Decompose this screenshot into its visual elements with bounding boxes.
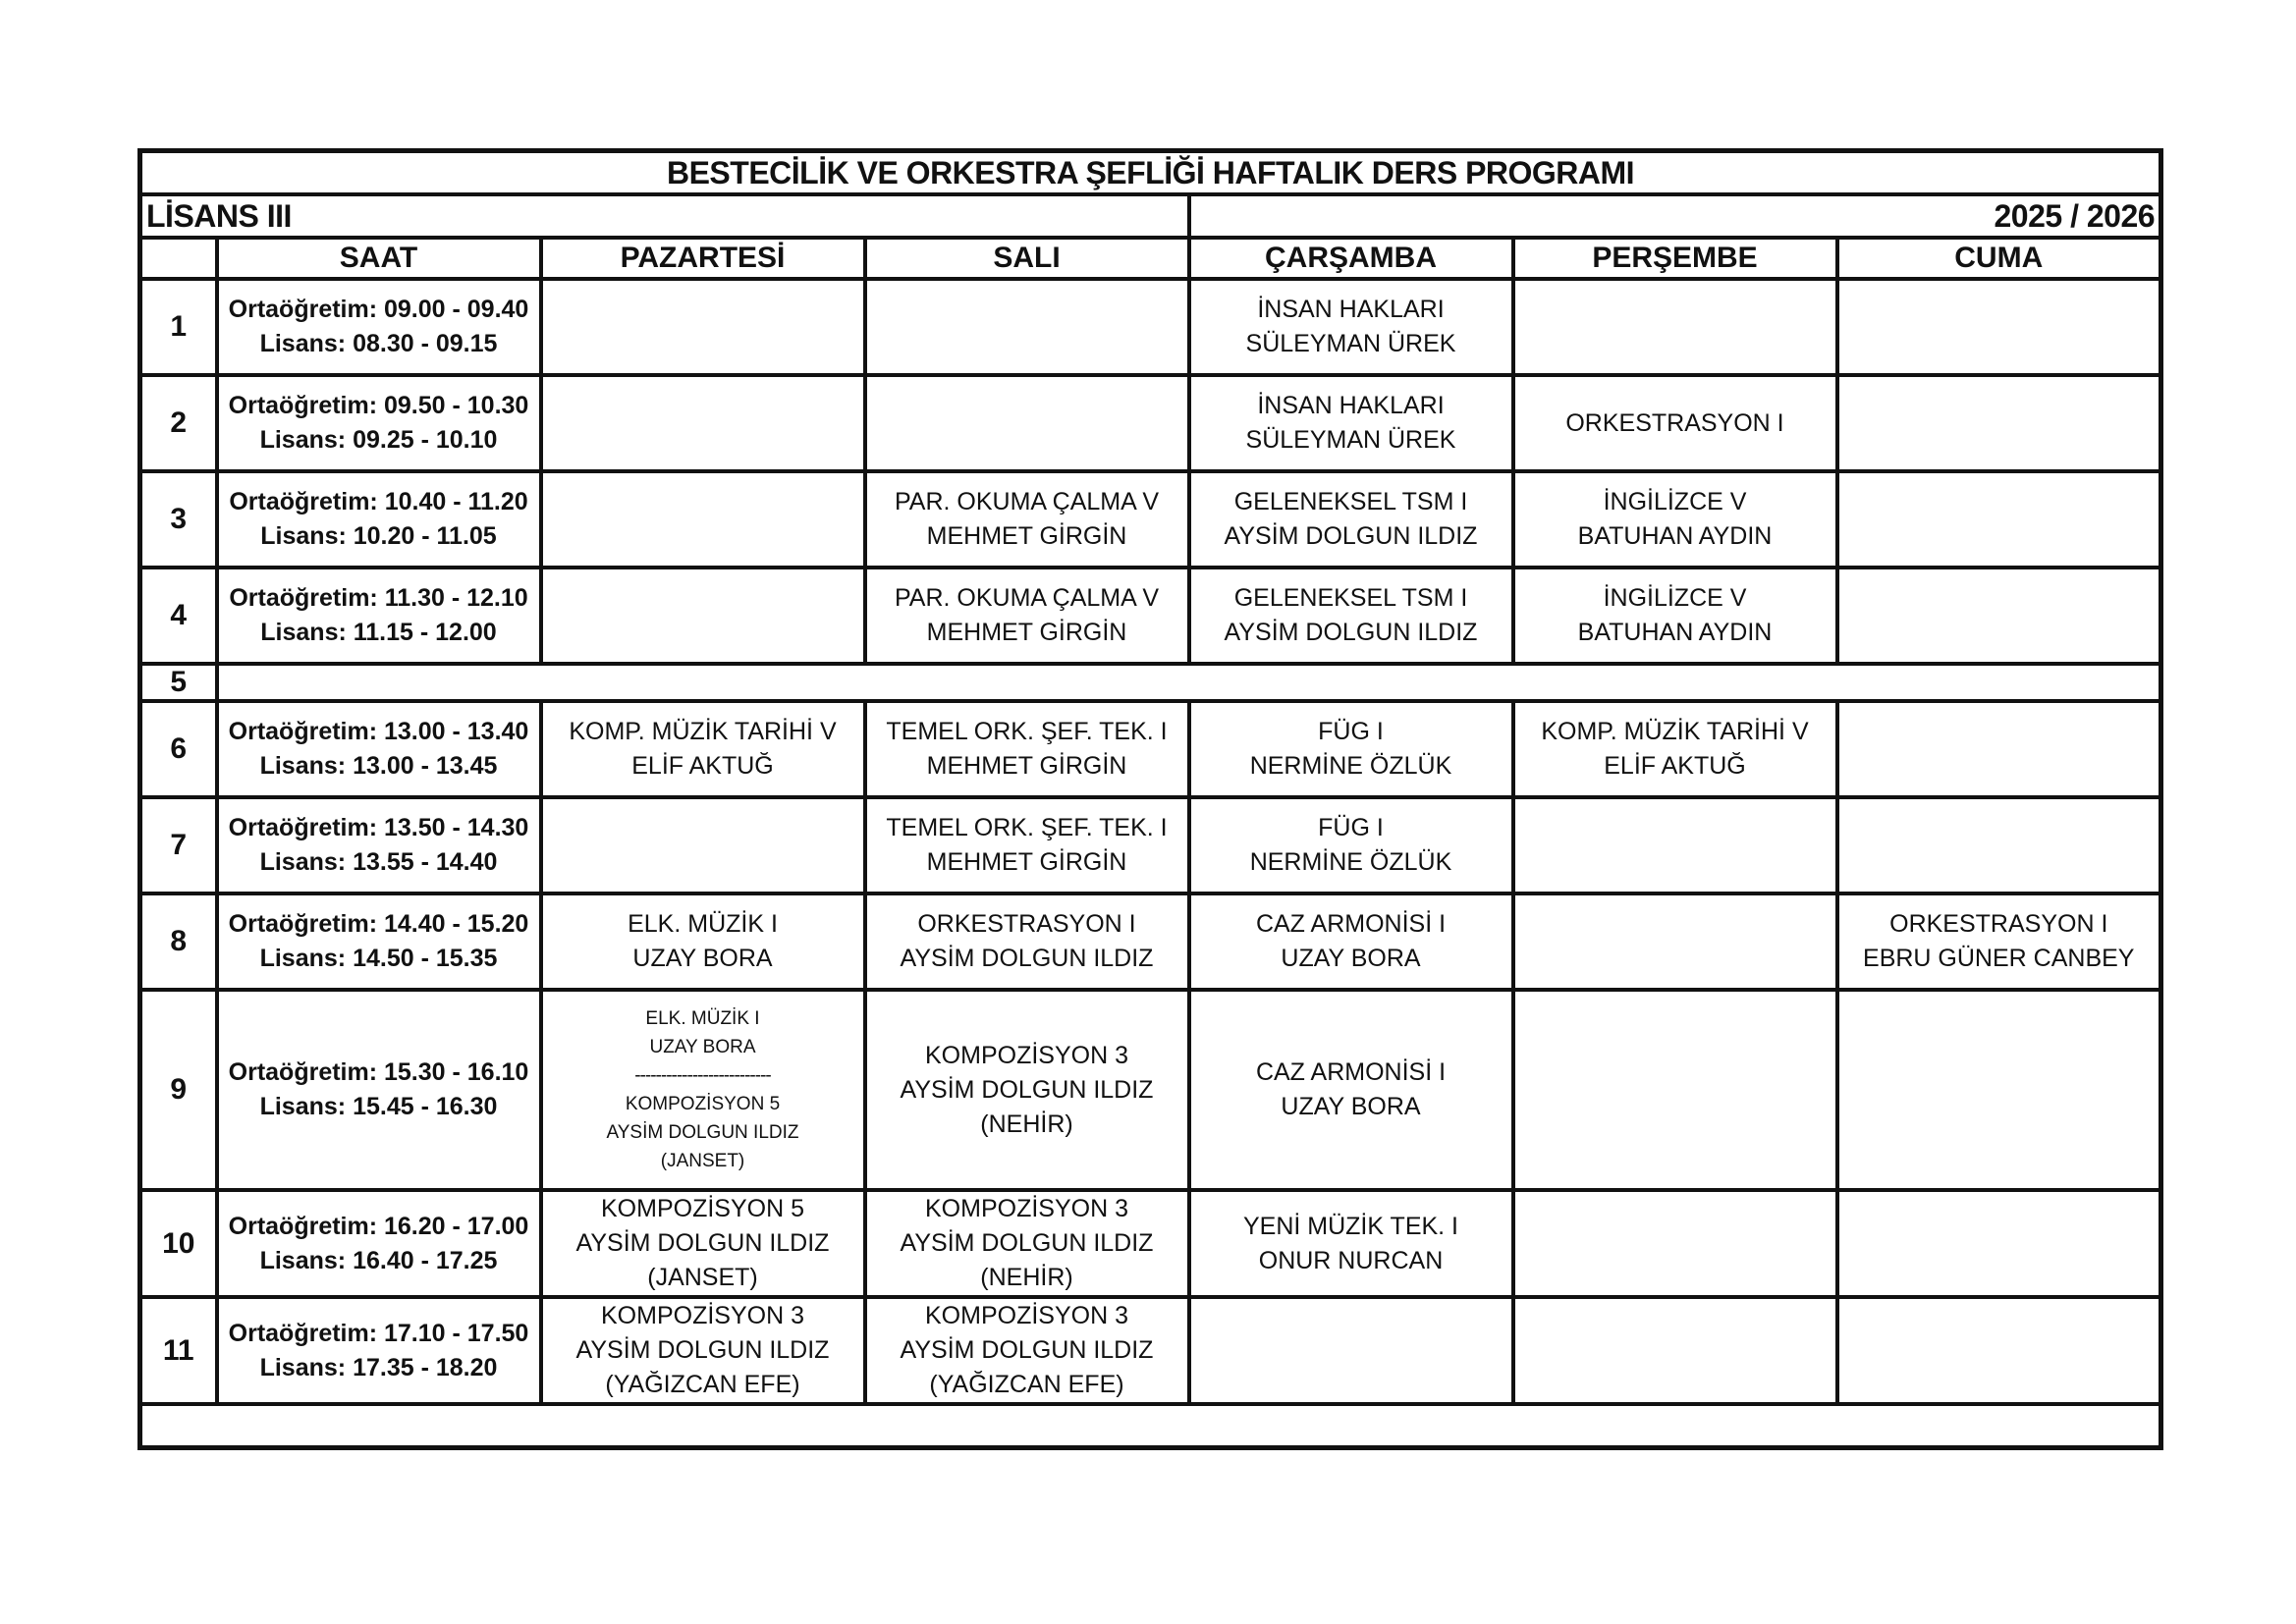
- period-number: 3: [140, 471, 217, 568]
- cell-monday: [541, 279, 865, 375]
- course-name: İNGİLİZCE V: [1603, 584, 1747, 612]
- cell-thursday: [1513, 893, 1837, 990]
- period-number: 8: [140, 893, 217, 990]
- footer-blank: [140, 1404, 2161, 1448]
- time-secondary: Ortaöğretim: 13.50 - 14.30: [228, 814, 529, 841]
- course-name: KOMP. MÜZİK TARİHİ V: [569, 718, 837, 745]
- course-name: ELK. MÜZİK I: [628, 910, 778, 938]
- course-name: KOMPOZİSYON 3: [925, 1195, 1128, 1222]
- teacher-name: AYSİM DOLGUN ILDIZ: [900, 1075, 1154, 1104]
- time-undergrad: Lisans: 13.55 - 14.40: [259, 848, 498, 876]
- student-note: (NEHİR): [980, 1110, 1073, 1138]
- course-name: YENİ MÜZİK TEK. I: [1242, 1212, 1459, 1240]
- time-cell: [217, 797, 541, 893]
- cell-wednesday: [1189, 701, 1513, 797]
- teacher-name: AYSİM DOLGUN ILDIZ: [900, 1336, 1154, 1364]
- cell-thursday: [1513, 568, 1837, 664]
- course-name: PAR. OKUMA ÇALMA V: [894, 488, 1160, 515]
- course-name: İNGİLİZCE V: [1603, 488, 1747, 515]
- course-name: KOMPOZİSYON 3: [925, 1302, 1128, 1329]
- course-name: CAZ ARMONİSİ I: [1255, 1058, 1447, 1086]
- cell-wednesday: [1189, 568, 1513, 664]
- teacher-name: MEHMET GİRGİN: [926, 522, 1127, 550]
- time-cell: [217, 893, 541, 990]
- cell-thursday: [1513, 279, 1837, 375]
- time-undergrad: Lisans: 11.15 - 12.00: [260, 619, 497, 646]
- cell-tuesday: [865, 1190, 1189, 1297]
- teacher-name: SÜLEYMAN ÜREK: [1245, 426, 1456, 454]
- teacher-name: UZAY BORA: [649, 1037, 756, 1057]
- student-note: (NEHİR): [980, 1264, 1073, 1291]
- academic-year: 2025 / 2026: [1189, 194, 2161, 238]
- cell-thursday: [1513, 701, 1837, 797]
- cell-thursday: [1513, 1297, 1837, 1404]
- time-secondary: Ortaöğretim: 09.50 - 10.30: [228, 392, 529, 419]
- table-row: [140, 701, 2161, 797]
- meta-row: [140, 194, 2161, 238]
- cell-monday: [541, 568, 865, 664]
- cell-tuesday: [865, 990, 1189, 1190]
- header-monday: PAZARTESİ: [541, 238, 865, 279]
- time-cell: [217, 471, 541, 568]
- cell-friday: [1837, 797, 2161, 893]
- period-number: 1: [140, 279, 217, 375]
- course-name: KOMPOZİSYON 3: [925, 1041, 1128, 1069]
- student-note-2: (JANSET): [660, 1151, 745, 1171]
- cell-wednesday: [1189, 893, 1513, 990]
- cell-monday: [541, 990, 865, 1190]
- course-name: TEMEL ORK. ŞEF. TEK. I: [886, 814, 1168, 841]
- time-secondary: Ortaöğretim: 16.20 - 17.00: [228, 1212, 529, 1240]
- teacher-name: ELİF AKTUĞ: [631, 752, 774, 780]
- course-name: ORKESTRASYON I: [1565, 408, 1784, 437]
- course-name: TEMEL ORK. ŞEF. TEK. I: [886, 718, 1168, 745]
- teacher-name: AYSİM DOLGUN ILDIZ: [900, 1229, 1154, 1257]
- course-name: CAZ ARMONİSİ I: [1255, 910, 1447, 938]
- course-name: GELENEKSEL TSM I: [1233, 488, 1468, 515]
- course-name-2: KOMPOZİSYON 5: [625, 1094, 781, 1114]
- student-note: (YAĞIZCAN EFE): [605, 1371, 800, 1398]
- cell-wednesday: [1189, 471, 1513, 568]
- teacher-name: EBRU GÜNER CANBEY: [1863, 945, 2135, 972]
- teacher-name: NERMİNE ÖZLÜK: [1249, 752, 1452, 780]
- weekly-schedule-table: [137, 148, 2163, 1450]
- teacher-name: AYSİM DOLGUN ILDIZ: [575, 1336, 830, 1364]
- teacher-name: UZAY BORA: [632, 945, 773, 972]
- teacher-name: BATUHAN AYDIN: [1577, 522, 1773, 550]
- cell-monday: [541, 893, 865, 990]
- cell-friday: [1837, 1190, 2161, 1297]
- cell-wednesday: [1189, 1297, 1513, 1404]
- teacher-name: AYSİM DOLGUN ILDIZ: [900, 945, 1154, 972]
- cell-tuesday: [865, 568, 1189, 664]
- cell-friday: [1837, 375, 2161, 471]
- lunch-break: [217, 664, 2161, 701]
- cell-wednesday: [1189, 1190, 1513, 1297]
- cell-friday: [1837, 279, 2161, 375]
- time-secondary: Ortaöğretim: 10.40 - 11.20: [229, 488, 528, 515]
- teacher-name: MEHMET GİRGİN: [926, 848, 1127, 876]
- time-undergrad: Lisans: 14.50 - 15.35: [259, 945, 498, 972]
- teacher-name: AYSİM DOLGUN ILDIZ: [1224, 522, 1478, 550]
- time-cell: [217, 1297, 541, 1404]
- table-row: [140, 279, 2161, 375]
- course-name: ORKESTRASYON I: [1889, 910, 2108, 938]
- teacher-name-2: AYSİM DOLGUN ILDIZ: [606, 1122, 799, 1143]
- period-number: 9: [140, 990, 217, 1190]
- period-number: 4: [140, 568, 217, 664]
- student-note: (JANSET): [647, 1264, 758, 1291]
- time-cell: [217, 701, 541, 797]
- table-row: [140, 568, 2161, 664]
- cell-tuesday: [865, 893, 1189, 990]
- header-time: SAAT: [217, 238, 541, 279]
- course-name: İNSAN HAKLARI: [1257, 392, 1445, 419]
- header-wednesday: ÇARŞAMBA: [1189, 238, 1513, 279]
- time-undergrad: Lisans: 08.30 - 09.15: [259, 330, 498, 357]
- period-number: 10: [140, 1190, 217, 1297]
- teacher-name: BATUHAN AYDIN: [1577, 619, 1773, 646]
- cell-friday: [1837, 990, 2161, 1190]
- period-number: 7: [140, 797, 217, 893]
- cell-friday: [1837, 893, 2161, 990]
- teacher-name: UZAY BORA: [1281, 945, 1421, 972]
- course-name: KOMPOZİSYON 3: [601, 1302, 804, 1329]
- header-blank: [140, 238, 217, 279]
- footer-row: [140, 1404, 2161, 1448]
- teacher-name: MEHMET GİRGİN: [926, 619, 1127, 646]
- period-number: 5: [140, 664, 217, 701]
- cell-tuesday: [865, 1297, 1189, 1404]
- cell-monday: [541, 1190, 865, 1297]
- time-cell: [217, 375, 541, 471]
- course-name: KOMPOZİSYON 5: [601, 1195, 804, 1222]
- period-number: 11: [140, 1297, 217, 1404]
- cell-wednesday: [1189, 990, 1513, 1190]
- cell-friday: [1837, 701, 2161, 797]
- time-secondary: Ortaöğretim: 09.00 - 09.40: [228, 296, 529, 323]
- header-tuesday: SALI: [865, 238, 1189, 279]
- cell-friday: [1837, 471, 2161, 568]
- table-row: [140, 1297, 2161, 1404]
- time-cell: [217, 990, 541, 1190]
- table-row: [140, 893, 2161, 990]
- class-level: LİSANS III: [140, 194, 1189, 238]
- table-row: [140, 1190, 2161, 1297]
- course-name: PAR. OKUMA ÇALMA V: [894, 584, 1160, 612]
- header-thursday: PERŞEMBE: [1513, 238, 1837, 279]
- period-number: 2: [140, 375, 217, 471]
- cell-thursday: [1513, 990, 1837, 1190]
- cell-thursday: [1513, 797, 1837, 893]
- cell-friday: [1837, 568, 2161, 664]
- cell-wednesday: [1189, 375, 1513, 471]
- course-name: FÜG I: [1318, 718, 1384, 745]
- header-friday: CUMA: [1837, 238, 2161, 279]
- time-secondary: Ortaöğretim: 17.10 - 17.50: [228, 1319, 529, 1347]
- table-row: [140, 990, 2161, 1190]
- cell-monday: [541, 701, 865, 797]
- cell-thursday: [1513, 471, 1837, 568]
- course-name: İNSAN HAKLARI: [1257, 296, 1445, 323]
- student-note: (YAĞIZCAN EFE): [929, 1371, 1124, 1398]
- teacher-name: MEHMET GİRGİN: [926, 752, 1127, 780]
- teacher-name: AYSİM DOLGUN ILDIZ: [575, 1229, 830, 1257]
- teacher-name: AYSİM DOLGUN ILDIZ: [1224, 619, 1478, 646]
- title-row: [140, 151, 2161, 195]
- cell-tuesday: [865, 375, 1189, 471]
- teacher-name: SÜLEYMAN ÜREK: [1245, 330, 1456, 357]
- table-row: [140, 375, 2161, 471]
- cell-tuesday: [865, 279, 1189, 375]
- header-row: [140, 238, 2161, 279]
- time-undergrad: Lisans: 16.40 - 17.25: [259, 1246, 498, 1274]
- cell-tuesday: [865, 471, 1189, 568]
- time-secondary: Ortaöğretim: 14.40 - 15.20: [228, 910, 529, 938]
- course-name: KOMP. MÜZİK TARİHİ V: [1541, 718, 1809, 745]
- time-undergrad: Lisans: 17.35 - 18.20: [259, 1353, 498, 1381]
- cell-monday: [541, 471, 865, 568]
- time-secondary: Ortaöğretim: 15.30 - 16.10: [228, 1058, 529, 1086]
- teacher-name: UZAY BORA: [1281, 1093, 1421, 1120]
- time-undergrad: Lisans: 15.45 - 16.30: [259, 1093, 498, 1120]
- table-row: [140, 471, 2161, 568]
- cell-wednesday: [1189, 279, 1513, 375]
- cell-tuesday: [865, 797, 1189, 893]
- course-name: FÜG I: [1318, 814, 1384, 841]
- teacher-name: NERMİNE ÖZLÜK: [1249, 848, 1452, 876]
- time-secondary: Ortaöğretim: 11.30 - 12.10: [229, 584, 528, 612]
- cell-tuesday: [865, 701, 1189, 797]
- time-undergrad: Lisans: 13.00 - 13.45: [259, 752, 498, 780]
- course-name: ELK. MÜZİK I: [645, 1008, 760, 1029]
- cell-thursday: [1513, 1190, 1837, 1297]
- cell-monday: [541, 797, 865, 893]
- teacher-name: ELİF AKTUĞ: [1604, 752, 1746, 780]
- time-cell: [217, 1190, 541, 1297]
- table-row: [140, 664, 2161, 701]
- time-secondary: Ortaöğretim: 13.00 - 13.40: [228, 718, 529, 745]
- course-name: GELENEKSEL TSM I: [1233, 584, 1468, 612]
- time-undergrad: Lisans: 10.20 - 11.05: [260, 522, 497, 550]
- cell-monday: [541, 375, 865, 471]
- cell-wednesday: [1189, 797, 1513, 893]
- period-number: 6: [140, 701, 217, 797]
- cell-friday: [1837, 1297, 2161, 1404]
- cell-thursday: [1513, 375, 1837, 471]
- teacher-name: ONUR NURCAN: [1258, 1246, 1444, 1274]
- cell-divider: --------------------------: [634, 1065, 771, 1086]
- table-row: [140, 797, 2161, 893]
- schedule-title: BESTECİLİK VE ORKESTRA ŞEFLİĞİ HAFTALIK DERS PROGRAMI: [140, 151, 2161, 195]
- time-cell: [217, 279, 541, 375]
- cell-monday: [541, 1297, 865, 1404]
- time-undergrad: Lisans: 09.25 - 10.10: [259, 426, 498, 454]
- time-cell: [217, 568, 541, 664]
- course-name: ORKESTRASYON I: [917, 910, 1136, 938]
